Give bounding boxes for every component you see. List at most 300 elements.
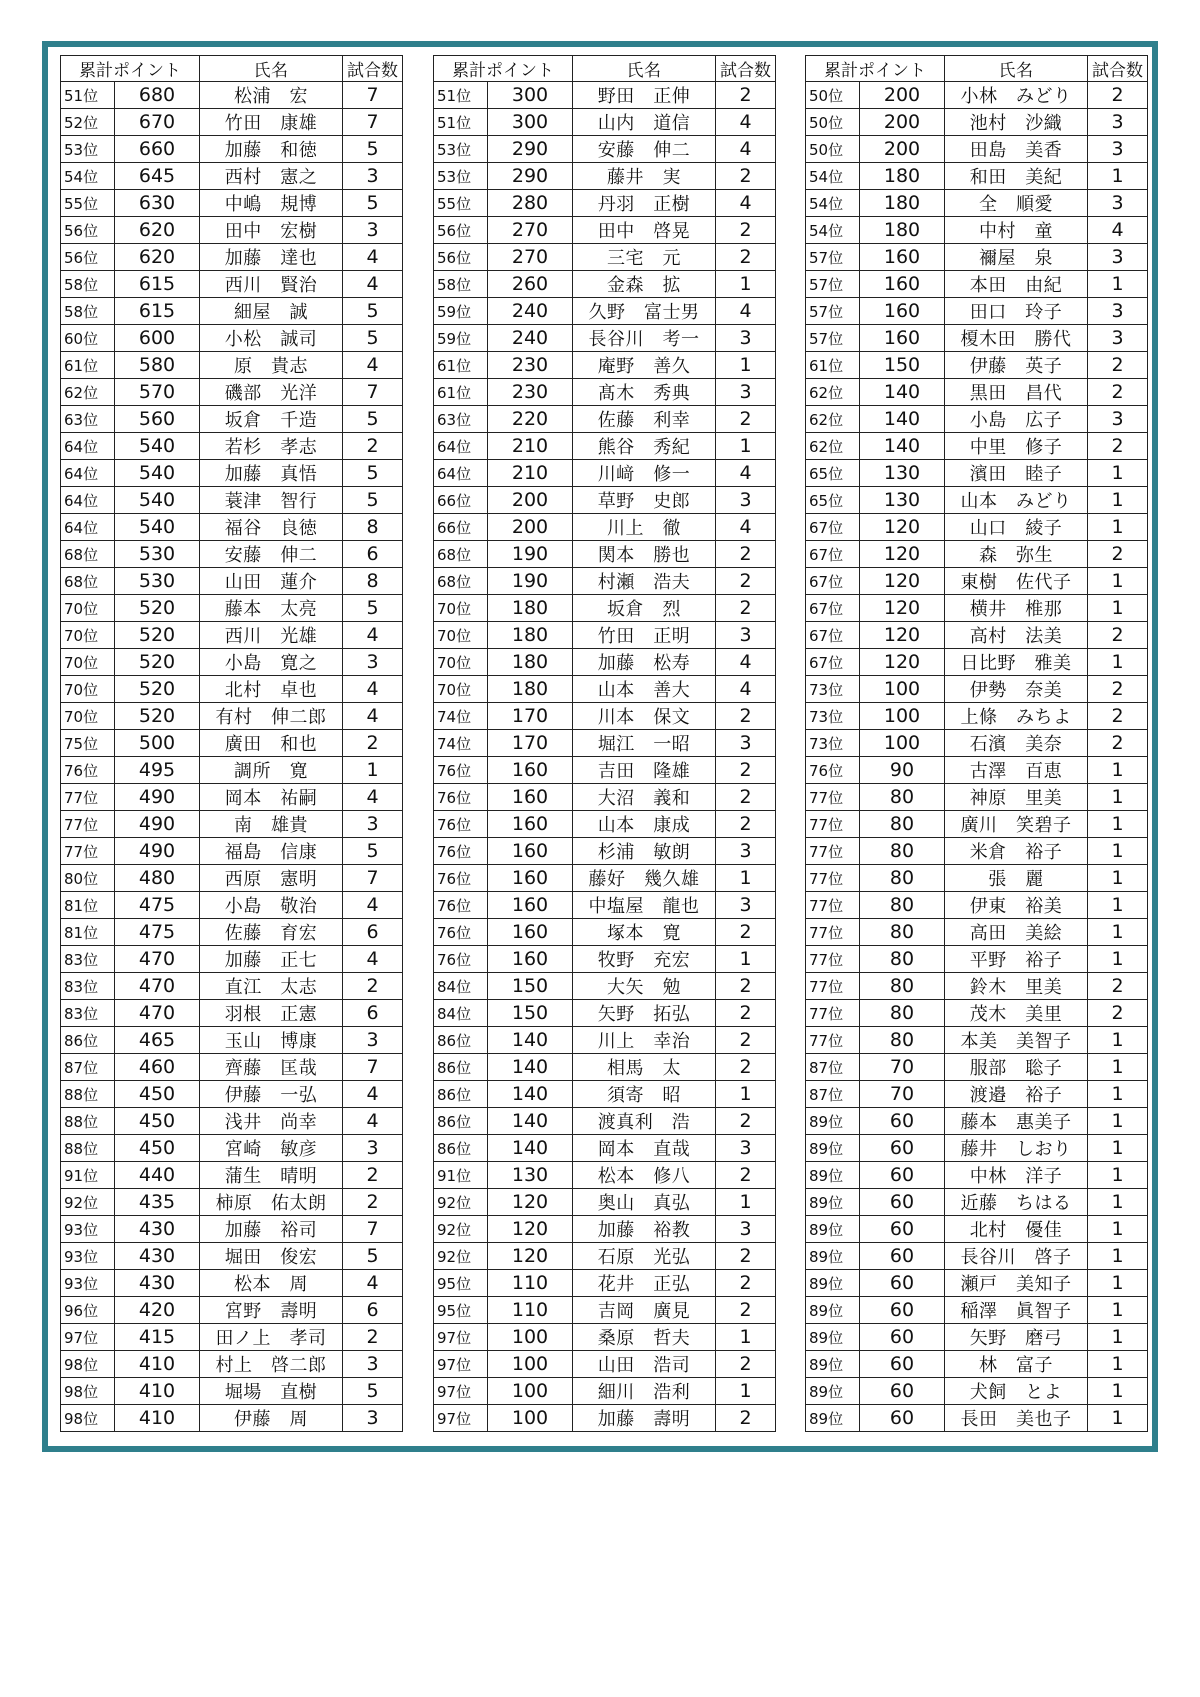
table-row <box>434 703 776 730</box>
table-row <box>61 622 403 649</box>
name-cell: 坂倉 烈 <box>573 595 716 622</box>
games-cell: 2 <box>1088 352 1148 379</box>
name-cell: 近藤 ちはる <box>945 1189 1088 1216</box>
rank-cell: 76位 <box>434 784 488 811</box>
name-cell: 藤本 太亮 <box>200 595 343 622</box>
table-row <box>806 1189 1148 1216</box>
rank-cell: 73位 <box>806 676 860 703</box>
points-cell: 80 <box>860 973 945 1000</box>
points-cell: 450 <box>115 1081 200 1108</box>
games-cell: 8 <box>343 514 403 541</box>
header-name: 氏名 <box>945 56 1088 82</box>
table-row <box>61 541 403 568</box>
name-cell: 佐藤 利幸 <box>573 406 716 433</box>
table-row <box>61 757 403 784</box>
table-row <box>61 1297 403 1324</box>
name-cell: 本田 由紀 <box>945 271 1088 298</box>
points-cell: 440 <box>115 1162 200 1189</box>
points-cell: 490 <box>115 838 200 865</box>
name-cell: 榎木田 勝代 <box>945 325 1088 352</box>
rank-cell: 70位 <box>434 676 488 703</box>
rank-cell: 87位 <box>61 1054 115 1081</box>
rank-cell: 70位 <box>61 676 115 703</box>
games-cell: 3 <box>1088 325 1148 352</box>
name-cell: 中嶋 規博 <box>200 190 343 217</box>
points-cell: 60 <box>860 1270 945 1297</box>
points-cell: 475 <box>115 919 200 946</box>
table-row <box>806 406 1148 433</box>
rank-cell: 75位 <box>61 730 115 757</box>
rank-cell: 77位 <box>806 919 860 946</box>
games-cell: 1 <box>1088 838 1148 865</box>
games-cell: 2 <box>1088 433 1148 460</box>
rank-cell: 50位 <box>806 109 860 136</box>
games-cell: 4 <box>343 1108 403 1135</box>
name-cell: 南 雄貴 <box>200 811 343 838</box>
points-cell: 160 <box>488 892 573 919</box>
name-cell: 池村 沙織 <box>945 109 1088 136</box>
points-cell: 190 <box>488 568 573 595</box>
table-row <box>434 163 776 190</box>
table-row <box>61 919 403 946</box>
name-cell: 堀田 俊宏 <box>200 1243 343 1270</box>
table-row <box>806 1108 1148 1135</box>
games-cell: 2 <box>716 163 776 190</box>
games-cell: 3 <box>343 649 403 676</box>
name-cell: 松本 周 <box>200 1270 343 1297</box>
games-cell: 2 <box>343 1189 403 1216</box>
table-row <box>61 865 403 892</box>
games-cell: 3 <box>343 1405 403 1432</box>
games-cell: 3 <box>716 487 776 514</box>
table-row <box>434 298 776 325</box>
table-row <box>806 649 1148 676</box>
rank-cell: 50位 <box>806 136 860 163</box>
rank-cell: 86位 <box>434 1081 488 1108</box>
table-row <box>806 703 1148 730</box>
table-row <box>806 1378 1148 1405</box>
games-cell: 5 <box>343 1378 403 1405</box>
ranking-table-3 <box>805 55 1148 1432</box>
games-cell: 1 <box>1088 487 1148 514</box>
table-row <box>434 1000 776 1027</box>
name-cell: 久野 富士男 <box>573 298 716 325</box>
name-cell: 浅井 尚幸 <box>200 1108 343 1135</box>
points-cell: 530 <box>115 568 200 595</box>
table-row <box>434 1270 776 1297</box>
rank-cell: 70位 <box>434 595 488 622</box>
points-cell: 120 <box>860 568 945 595</box>
rank-cell: 93位 <box>61 1270 115 1297</box>
table-row <box>806 838 1148 865</box>
points-cell: 60 <box>860 1162 945 1189</box>
rank-cell: 52位 <box>61 109 115 136</box>
table-row <box>434 1216 776 1243</box>
rank-cell: 91位 <box>434 1162 488 1189</box>
games-cell: 5 <box>343 838 403 865</box>
games-cell: 6 <box>343 541 403 568</box>
points-cell: 150 <box>488 973 573 1000</box>
points-cell: 60 <box>860 1378 945 1405</box>
rank-cell: 77位 <box>806 892 860 919</box>
rank-cell: 77位 <box>806 838 860 865</box>
name-cell: 佐藤 育宏 <box>200 919 343 946</box>
table-row <box>806 379 1148 406</box>
rank-cell: 65位 <box>806 460 860 487</box>
games-cell: 4 <box>343 271 403 298</box>
name-cell: 宮崎 敏彦 <box>200 1135 343 1162</box>
points-cell: 140 <box>488 1081 573 1108</box>
name-cell: 長谷川 考一 <box>573 325 716 352</box>
points-cell: 495 <box>115 757 200 784</box>
points-cell: 180 <box>488 676 573 703</box>
points-cell: 140 <box>488 1054 573 1081</box>
points-cell: 435 <box>115 1189 200 1216</box>
table-row <box>806 1216 1148 1243</box>
games-cell: 1 <box>1088 1243 1148 1270</box>
name-cell: 熊谷 秀紀 <box>573 433 716 460</box>
rank-cell: 73位 <box>806 703 860 730</box>
table-row <box>806 514 1148 541</box>
name-cell: 丹羽 正樹 <box>573 190 716 217</box>
name-cell: 桑原 哲夫 <box>573 1324 716 1351</box>
table-row <box>434 352 776 379</box>
points-cell: 290 <box>488 136 573 163</box>
games-cell: 1 <box>716 1324 776 1351</box>
rank-cell: 51位 <box>61 82 115 109</box>
games-cell: 1 <box>1088 1189 1148 1216</box>
games-cell: 1 <box>1088 1378 1148 1405</box>
rank-cell: 70位 <box>61 622 115 649</box>
points-cell: 540 <box>115 460 200 487</box>
table-row <box>434 1378 776 1405</box>
table-row <box>806 757 1148 784</box>
rank-cell: 59位 <box>434 298 488 325</box>
table-header-row <box>806 56 1148 82</box>
games-cell: 4 <box>343 703 403 730</box>
rank-cell: 76位 <box>434 919 488 946</box>
table-row <box>806 892 1148 919</box>
games-cell: 3 <box>716 325 776 352</box>
points-cell: 170 <box>488 730 573 757</box>
rank-cell: 86位 <box>61 1027 115 1054</box>
table-row <box>434 109 776 136</box>
games-cell: 4 <box>343 244 403 271</box>
points-cell: 290 <box>488 163 573 190</box>
games-cell: 5 <box>343 406 403 433</box>
games-cell: 1 <box>716 352 776 379</box>
rank-cell: 76位 <box>434 892 488 919</box>
games-cell: 1 <box>1088 1324 1148 1351</box>
points-cell: 190 <box>488 541 573 568</box>
points-cell: 90 <box>860 757 945 784</box>
games-cell: 4 <box>716 109 776 136</box>
table-row <box>61 676 403 703</box>
name-cell: 調所 寛 <box>200 757 343 784</box>
name-cell: 庵野 善久 <box>573 352 716 379</box>
points-cell: 490 <box>115 784 200 811</box>
games-cell: 7 <box>343 1216 403 1243</box>
games-cell: 6 <box>343 1297 403 1324</box>
table-row <box>806 568 1148 595</box>
rank-cell: 64位 <box>434 460 488 487</box>
points-cell: 520 <box>115 703 200 730</box>
rank-cell: 63位 <box>61 406 115 433</box>
rank-cell: 64位 <box>434 433 488 460</box>
rank-cell: 97位 <box>434 1378 488 1405</box>
rank-cell: 61位 <box>434 352 488 379</box>
table-row <box>806 1162 1148 1189</box>
points-cell: 140 <box>488 1108 573 1135</box>
name-cell: 禰屋 泉 <box>945 244 1088 271</box>
table-row <box>61 1189 403 1216</box>
games-cell: 2 <box>1088 703 1148 730</box>
name-cell: 藤井 実 <box>573 163 716 190</box>
points-cell: 80 <box>860 811 945 838</box>
points-cell: 680 <box>115 82 200 109</box>
name-cell: 大矢 勉 <box>573 973 716 1000</box>
games-cell: 1 <box>1088 811 1148 838</box>
points-cell: 475 <box>115 892 200 919</box>
name-cell: 玉山 博康 <box>200 1027 343 1054</box>
name-cell: 田島 美香 <box>945 136 1088 163</box>
table-row <box>806 217 1148 244</box>
name-cell: 西川 光雄 <box>200 622 343 649</box>
points-cell: 600 <box>115 325 200 352</box>
points-cell: 180 <box>860 190 945 217</box>
games-cell: 2 <box>1088 973 1148 1000</box>
rank-cell: 84位 <box>434 1000 488 1027</box>
name-cell: 山田 蓮介 <box>200 568 343 595</box>
table-row <box>434 811 776 838</box>
rank-cell: 76位 <box>434 811 488 838</box>
table-row <box>61 433 403 460</box>
points-cell: 80 <box>860 1000 945 1027</box>
rank-cell: 56位 <box>61 217 115 244</box>
table-row <box>61 1108 403 1135</box>
name-cell: 張 麗 <box>945 865 1088 892</box>
games-cell: 3 <box>1088 298 1148 325</box>
name-cell: 加藤 松寿 <box>573 649 716 676</box>
table-row <box>806 595 1148 622</box>
table-row <box>806 352 1148 379</box>
name-cell: 全 順愛 <box>945 190 1088 217</box>
table-row <box>61 1162 403 1189</box>
games-cell: 1 <box>716 271 776 298</box>
rank-cell: 96位 <box>61 1297 115 1324</box>
name-cell: 若杉 孝志 <box>200 433 343 460</box>
rank-cell: 56位 <box>434 244 488 271</box>
points-cell: 300 <box>488 109 573 136</box>
points-cell: 210 <box>488 433 573 460</box>
rank-cell: 62位 <box>61 379 115 406</box>
name-cell: 渡邉 裕子 <box>945 1081 1088 1108</box>
games-cell: 1 <box>716 1189 776 1216</box>
name-cell: 茂木 美里 <box>945 1000 1088 1027</box>
table-row <box>434 973 776 1000</box>
table-row <box>434 514 776 541</box>
table-row <box>434 568 776 595</box>
points-cell: 160 <box>488 811 573 838</box>
table-row <box>806 730 1148 757</box>
rank-cell: 62位 <box>806 379 860 406</box>
table-row <box>434 1081 776 1108</box>
games-cell: 1 <box>343 757 403 784</box>
games-cell: 4 <box>716 190 776 217</box>
rank-cell: 76位 <box>434 946 488 973</box>
games-cell: 2 <box>716 973 776 1000</box>
name-cell: 石濱 美奈 <box>945 730 1088 757</box>
points-cell: 645 <box>115 163 200 190</box>
name-cell: 瀬戸 美知子 <box>945 1270 1088 1297</box>
table-row <box>434 676 776 703</box>
table-row <box>61 82 403 109</box>
games-cell: 2 <box>716 595 776 622</box>
name-cell: 西村 憲之 <box>200 163 343 190</box>
points-cell: 100 <box>488 1378 573 1405</box>
points-cell: 540 <box>115 433 200 460</box>
name-cell: 神原 里美 <box>945 784 1088 811</box>
points-cell: 60 <box>860 1243 945 1270</box>
rank-cell: 77位 <box>806 973 860 1000</box>
table-row <box>434 460 776 487</box>
name-cell: 杉浦 敏朗 <box>573 838 716 865</box>
points-cell: 420 <box>115 1297 200 1324</box>
points-cell: 540 <box>115 487 200 514</box>
games-cell: 7 <box>343 82 403 109</box>
rank-cell: 87位 <box>806 1054 860 1081</box>
points-cell: 615 <box>115 298 200 325</box>
table-row <box>806 460 1148 487</box>
games-cell: 1 <box>1088 784 1148 811</box>
points-cell: 70 <box>860 1081 945 1108</box>
games-cell: 4 <box>343 622 403 649</box>
games-cell: 2 <box>716 568 776 595</box>
table-row <box>806 1270 1148 1297</box>
rank-cell: 77位 <box>806 811 860 838</box>
table-row <box>434 271 776 298</box>
rank-cell: 70位 <box>434 649 488 676</box>
rank-cell: 86位 <box>434 1054 488 1081</box>
name-cell: 高田 美絵 <box>945 919 1088 946</box>
name-cell: 直江 太志 <box>200 973 343 1000</box>
rank-cell: 64位 <box>61 487 115 514</box>
name-cell: 金森 拡 <box>573 271 716 298</box>
name-cell: 高村 法美 <box>945 622 1088 649</box>
rank-cell: 98位 <box>61 1351 115 1378</box>
points-cell: 540 <box>115 514 200 541</box>
rank-cell: 86位 <box>434 1027 488 1054</box>
points-cell: 200 <box>488 487 573 514</box>
name-cell: 加藤 真悟 <box>200 460 343 487</box>
games-cell: 2 <box>716 1405 776 1432</box>
points-cell: 130 <box>488 1162 573 1189</box>
games-cell: 1 <box>1088 865 1148 892</box>
table-row <box>61 271 403 298</box>
name-cell: 草野 史郎 <box>573 487 716 514</box>
table-row <box>434 1108 776 1135</box>
games-cell: 7 <box>343 109 403 136</box>
table-row <box>806 1324 1148 1351</box>
points-cell: 430 <box>115 1216 200 1243</box>
games-cell: 7 <box>343 865 403 892</box>
games-cell: 2 <box>1088 622 1148 649</box>
name-cell: 矢野 拓弘 <box>573 1000 716 1027</box>
rank-cell: 81位 <box>61 892 115 919</box>
games-cell: 3 <box>1088 109 1148 136</box>
table-row <box>806 541 1148 568</box>
rank-cell: 58位 <box>61 298 115 325</box>
games-cell: 1 <box>1088 1405 1148 1432</box>
games-cell: 2 <box>716 1162 776 1189</box>
table-row <box>806 82 1148 109</box>
games-cell: 2 <box>1088 82 1148 109</box>
games-cell: 2 <box>1088 541 1148 568</box>
header-games: 試合数 <box>716 56 776 82</box>
rank-cell: 68位 <box>434 568 488 595</box>
points-cell: 270 <box>488 244 573 271</box>
points-cell: 460 <box>115 1054 200 1081</box>
name-cell: 伊藤 周 <box>200 1405 343 1432</box>
rank-cell: 68位 <box>61 568 115 595</box>
name-cell: 伊藤 一弘 <box>200 1081 343 1108</box>
rank-cell: 59位 <box>434 325 488 352</box>
games-cell: 1 <box>1088 1108 1148 1135</box>
table-row <box>806 190 1148 217</box>
points-cell: 560 <box>115 406 200 433</box>
name-cell: 山口 綾子 <box>945 514 1088 541</box>
points-cell: 100 <box>860 730 945 757</box>
points-cell: 60 <box>860 1189 945 1216</box>
points-cell: 240 <box>488 325 573 352</box>
name-cell: 細川 浩利 <box>573 1378 716 1405</box>
table-row <box>434 1027 776 1054</box>
games-cell: 1 <box>1088 946 1148 973</box>
table-row <box>434 595 776 622</box>
name-cell: 加藤 達也 <box>200 244 343 271</box>
games-cell: 3 <box>716 838 776 865</box>
rank-cell: 83位 <box>61 973 115 1000</box>
games-cell: 1 <box>1088 568 1148 595</box>
table-row <box>61 838 403 865</box>
table-row <box>434 82 776 109</box>
name-cell: 小島 寛之 <box>200 649 343 676</box>
games-cell: 5 <box>343 487 403 514</box>
rank-cell: 89位 <box>806 1243 860 1270</box>
table-row <box>61 1378 403 1405</box>
games-cell: 2 <box>1088 1000 1148 1027</box>
points-cell: 470 <box>115 1000 200 1027</box>
table-row <box>434 379 776 406</box>
points-cell: 120 <box>860 541 945 568</box>
table-row <box>61 730 403 757</box>
rank-cell: 97位 <box>434 1405 488 1432</box>
points-cell: 130 <box>860 460 945 487</box>
games-cell: 2 <box>1088 730 1148 757</box>
points-cell: 220 <box>488 406 573 433</box>
rank-cell: 51位 <box>434 82 488 109</box>
points-cell: 120 <box>488 1189 573 1216</box>
points-cell: 160 <box>488 919 573 946</box>
games-cell: 2 <box>716 406 776 433</box>
rank-cell: 61位 <box>61 352 115 379</box>
games-cell: 1 <box>1088 919 1148 946</box>
table-row <box>806 1351 1148 1378</box>
rank-cell: 83位 <box>61 1000 115 1027</box>
points-cell: 270 <box>488 217 573 244</box>
table-row <box>61 1000 403 1027</box>
rank-cell: 77位 <box>806 865 860 892</box>
